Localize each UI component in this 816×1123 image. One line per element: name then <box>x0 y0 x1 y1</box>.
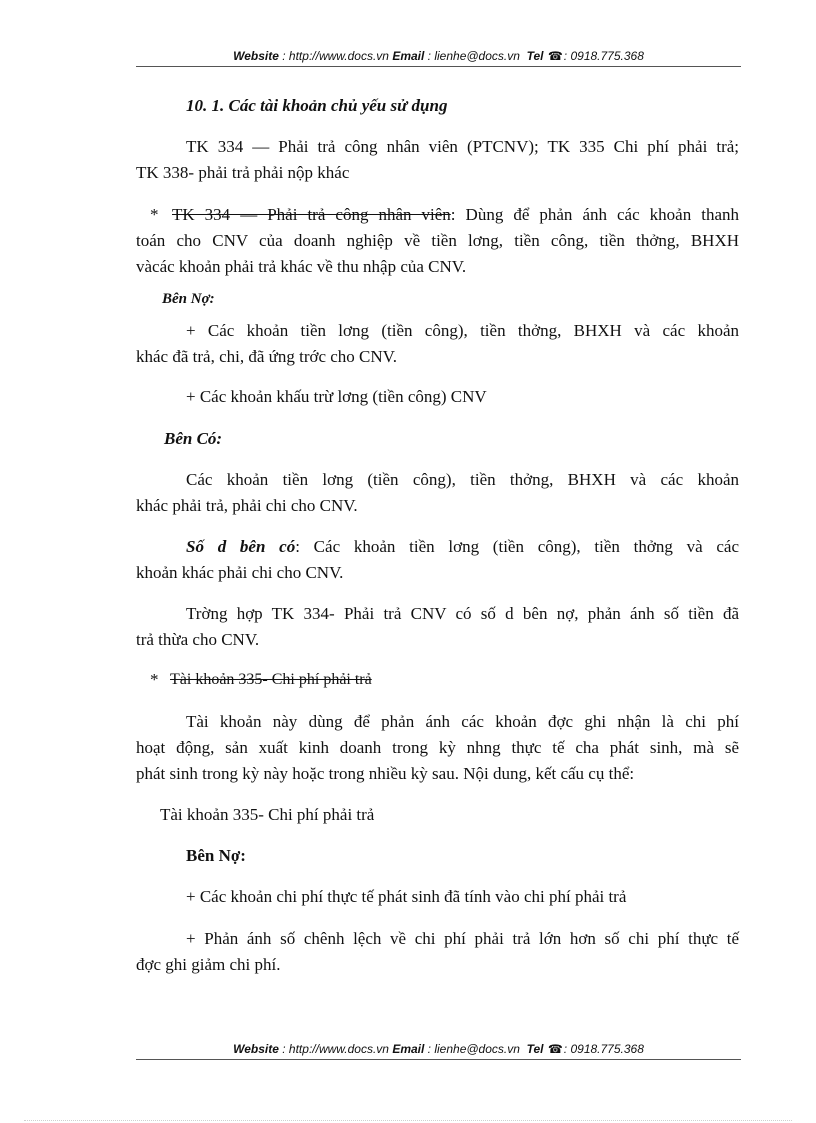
intro-line-2: TK 338- phải trả phải nộp khác <box>136 163 350 182</box>
tel-label: Tel <box>526 49 544 63</box>
tk335-debit-item-2-line-2: đợc ghi giảm chi phí. <box>136 955 281 974</box>
footer-email-address[interactable]: lienhe@docs.vn <box>434 1042 520 1056</box>
tk334-heading-line <box>172 205 739 225</box>
tel-number: : 0918.775.368 <box>563 49 644 63</box>
footer-tel-label: Tel <box>526 1042 544 1056</box>
website-separator: : <box>278 49 289 63</box>
footer-phone-icon: ☎ <box>547 1042 563 1056</box>
email-label: Email <box>392 49 425 63</box>
tk334-credit-label: Bên Có: <box>164 429 223 448</box>
tk334-credit-line-1: Các khoản tiền lơng (tiền công), tiền thởng, BHXH và các khoản <box>186 470 739 489</box>
tk334-balance-text: : Các khoản tiền lơng (tiền công), tiền thởng và các <box>295 537 739 556</box>
tk334-line-3: vàcác khoản phải trả khác về thu nhập của CNV. <box>136 257 467 276</box>
tk334-balance-label: Số d bên có <box>186 537 296 556</box>
footer-email-separator: : <box>424 1042 435 1056</box>
email-separator: : <box>424 49 435 63</box>
website-url[interactable]: http://www.docs.vn <box>288 49 389 63</box>
tk334-balance-line-1 <box>186 537 739 557</box>
tk334-line-1: : Dùng để phản ánh các khoản thanh <box>450 205 739 224</box>
footer-rule <box>136 1059 741 1060</box>
page-footer <box>136 1040 741 1060</box>
tk335-title: Tài khoản 335- Chi phí phải trả <box>170 671 372 688</box>
page-header <box>136 47 741 67</box>
tk334-credit-line-2: khác phải trả, phải chi cho CNV. <box>136 496 358 515</box>
footer-website-url[interactable]: http://www.docs.vn <box>288 1042 389 1056</box>
tk335-bullet: * <box>150 670 159 689</box>
footer-tel-number: : 0918.775.368 <box>563 1042 644 1056</box>
tk334-debit-item-1-line-1: + Các khoản tiền lơng (tiền công), tiền thởng, BHXH và các khoản <box>186 321 739 340</box>
tk335-debit-item-1: + Các khoản chi phí thực tế phát sinh đã tính vào chi phí phải trả <box>186 887 627 906</box>
tk335-debit-item-2-line-1: + Phản ánh số chênh lệch về chi phí phải trả lớn hơn số chi phí thực tế <box>186 929 739 948</box>
tk334-line-2: toán cho CNV của doanh nghiệp về tiền lơng, tiền công, tiền thởng, BHXH <box>136 231 739 250</box>
tk334-case-line-2: trả thừa cho CNV. <box>136 630 260 649</box>
intro-line-1: TK 334 — Phải trả công nhân viên (PTCNV); TK 335 Chi phí phải trả; <box>186 137 739 156</box>
footer-website-label: Website <box>233 1042 279 1056</box>
tk334-debit-item-2: + Các khoản khấu trừ lơng (tiền công) CNV <box>186 387 487 406</box>
phone-icon: ☎ <box>547 49 563 63</box>
tk334-balance-line-2: khoản khác phải chi cho CNV. <box>136 563 344 582</box>
tk334-debit-label: Bên Nợ: <box>162 291 215 307</box>
tk335-line-2: hoạt động, sản xuất kinh doanh trong kỳ nhng thực tế cha phát sinh, mà sẽ <box>136 738 739 757</box>
website-label: Website <box>233 49 279 63</box>
email-address[interactable]: lienhe@docs.vn <box>434 49 520 63</box>
tk335-account-name: Tài khoản 335- Chi phí phải trả <box>160 805 375 824</box>
section-title: 10. 1. Các tài khoản chủ yếu sử dụng <box>186 96 448 115</box>
tk334-bullet: * <box>150 205 159 224</box>
tk335-debit-label: Bên Nợ: <box>186 846 246 865</box>
tk335-line-3: phát sinh trong kỳ này hoặc trong nhiều kỳ sau. Nội dung, kết cấu cụ thể: <box>136 764 635 783</box>
tk334-case-line-1: Trờng hợp TK 334- Phải trả CNV có số d bên nợ, phản ánh số tiền đã <box>186 604 739 623</box>
footer-email-label: Email <box>392 1042 425 1056</box>
header-rule <box>136 66 741 67</box>
page-edge-divider <box>24 1120 792 1121</box>
tk334-debit-item-1-line-2a: khác đã trả, chi, đã ứng trớc <box>136 347 327 366</box>
tk334-debit-item-1-line-2 <box>136 347 397 367</box>
tk335-line-1: Tài khoản này dùng để phản ánh các khoản đợc ghi nhận là chi phí <box>186 712 739 731</box>
footer-website-separator: : <box>278 1042 289 1056</box>
tk334-title: TK 334 — Phải trả công nhân viên <box>172 205 451 224</box>
tk334-debit-item-1-line-2b: cho CNV. <box>326 347 398 366</box>
